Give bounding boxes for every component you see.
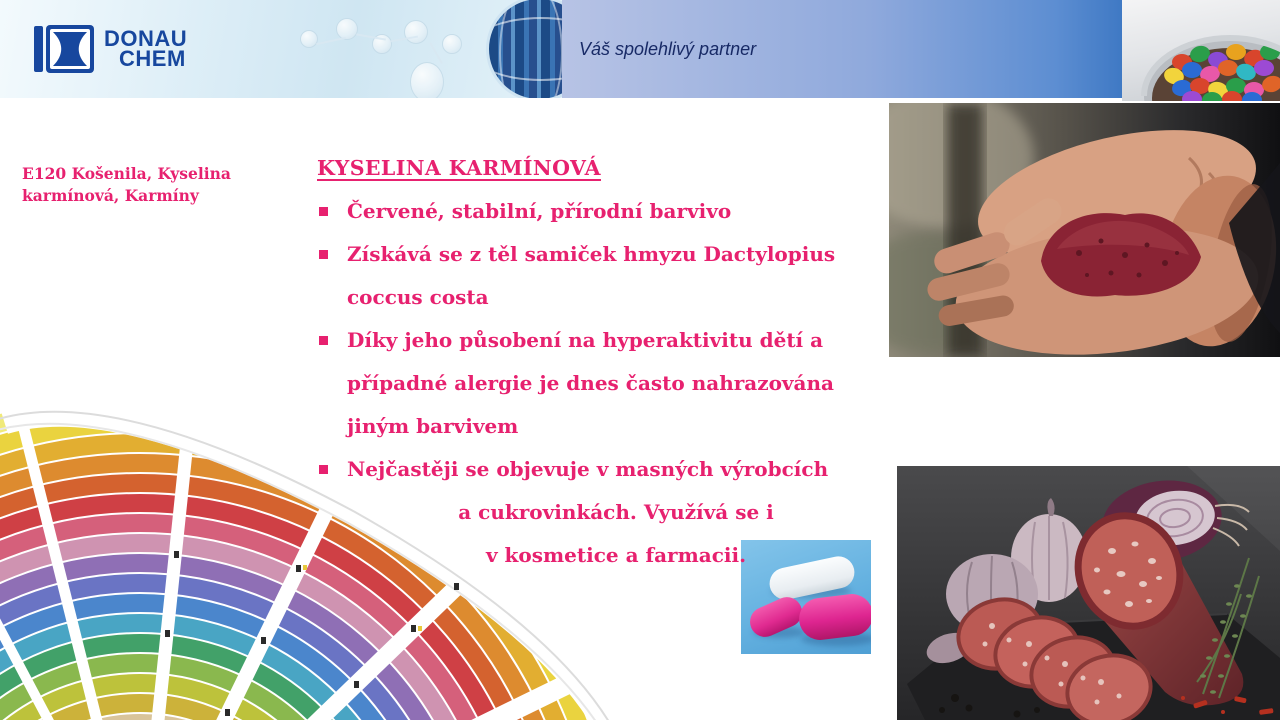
bullet-text-line: a cukrovinkách. Využívá se i — [458, 500, 774, 524]
candy-bowl-image — [1122, 0, 1280, 101]
bullet-text-line: v kosmetice a farmacii. — [485, 543, 747, 567]
buildings-globe-image — [486, 0, 562, 98]
bullet-text-line: případné alergie je dnes často nahrazována — [347, 371, 835, 395]
salami-image — [897, 466, 1280, 720]
header-banner-left — [0, 0, 562, 98]
side-label-line1: E120 Košenila, Kyselina — [22, 164, 231, 183]
logo-line2: CHEM — [119, 46, 186, 71]
bullet-square-icon — [319, 465, 328, 474]
side-label-line2: karmínová, Karmíny — [22, 186, 199, 205]
header-banner-blue — [562, 0, 1122, 98]
bullet-square-icon — [319, 336, 328, 345]
list-item-4 — [317, 448, 885, 577]
bullet-text-line: Červené, stabilní, přírodní barvivo — [347, 199, 732, 223]
molecule-sphere-icon — [410, 62, 444, 98]
list-item-3 — [317, 319, 885, 448]
bullet-list — [317, 190, 885, 577]
molecule-sphere-icon — [336, 18, 358, 40]
slide-side-label — [22, 163, 272, 207]
bullet-text-line: Nejčastěji se objevuje v masných výrobcích — [347, 457, 829, 481]
salami-graphic — [897, 466, 1280, 720]
slide-title: KYSELINA KARMÍNOVÁ — [317, 156, 601, 180]
molecule-sphere-icon — [300, 30, 318, 48]
bullet-text-line: coccus costa — [347, 285, 489, 309]
carmine-powder-hands-image — [889, 103, 1280, 357]
bullet-square-icon — [319, 207, 328, 216]
candy-bowl-graphic — [1122, 0, 1280, 101]
donau-chem-logo — [34, 24, 187, 74]
list-item-1 — [317, 190, 885, 233]
carmine-hands-graphic — [889, 103, 1280, 357]
company-tagline: Váš spolehlivý partner — [579, 38, 757, 59]
bullet-text-line: jiným barvivem — [347, 414, 519, 438]
bullet-text-line: Získává se z těl samiček hmyzu Dactylopius — [347, 242, 836, 266]
molecule-sphere-icon — [442, 34, 462, 54]
molecule-sphere-icon — [404, 20, 428, 44]
molecule-bond — [316, 37, 346, 45]
logo-line1: DONAU — [104, 25, 188, 51]
bullet-text-line: Díky jeho působení na hyperaktivitu dětí a — [347, 328, 824, 352]
logo-wordmark — [104, 25, 188, 71]
donau-chem-logo-icon — [34, 24, 96, 74]
list-item-2 — [317, 233, 885, 319]
molecule-bond — [429, 42, 443, 64]
bullet-square-icon — [319, 250, 328, 259]
